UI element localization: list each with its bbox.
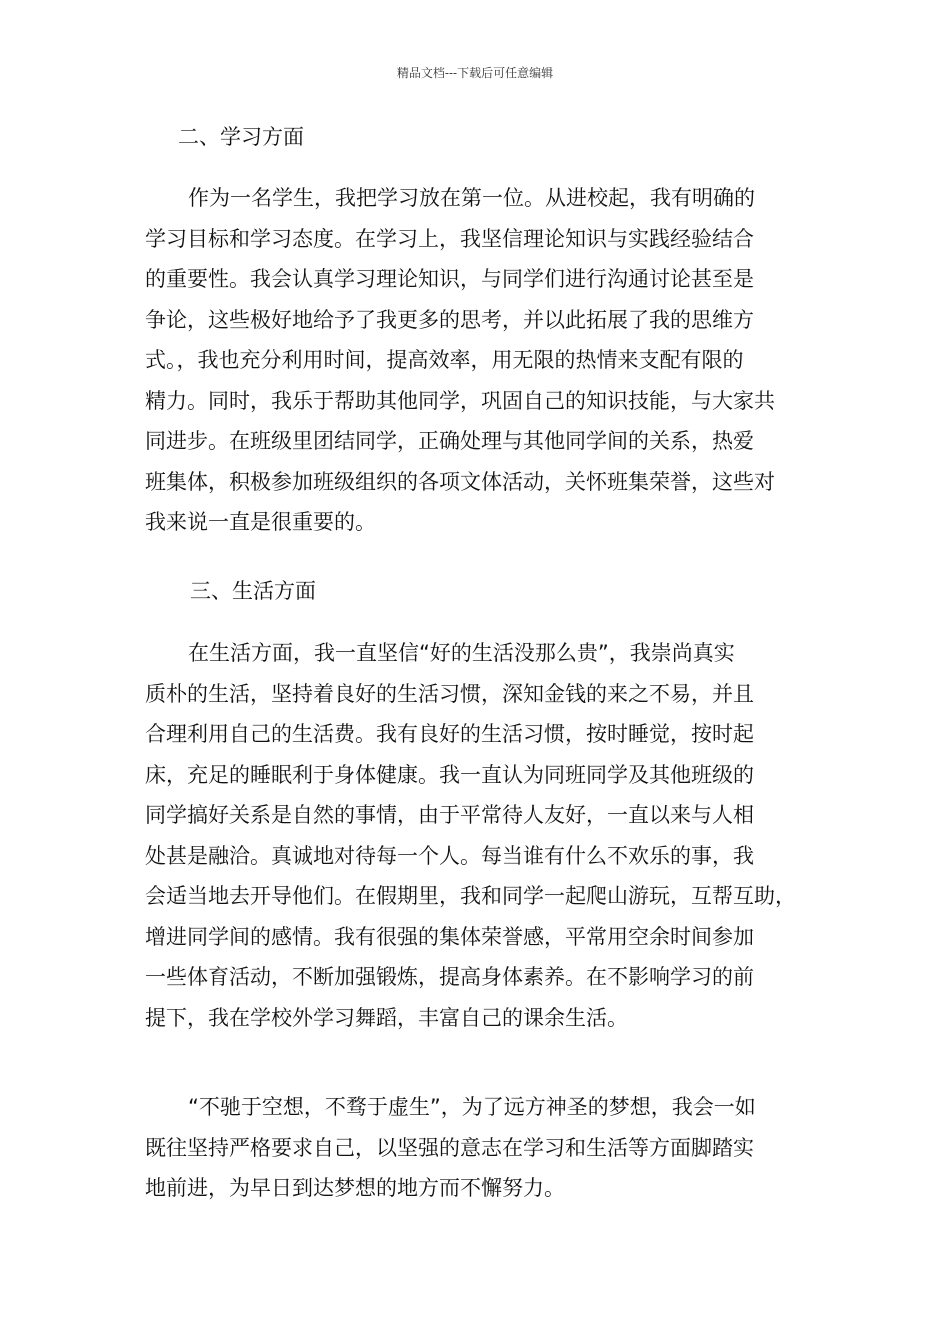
- text-line: 会适当地去开导他们。在假期里，我和同学一起爬山游玩，互帮互助，: [145, 884, 796, 908]
- text-line: 增进同学间的感情。我有很强的集体荣誉感，平常用空余时间参加: [145, 924, 754, 949]
- text-line: 学习目标和学习态度。在学习上，我坚信理论知识与实践经验结合: [145, 226, 754, 251]
- section-heading-life: 三、生活方面: [190, 579, 316, 603]
- text-line: 同进步。在班级里团结同学，正确处理与其他同学间的关系，热爱: [145, 429, 754, 453]
- text-line: 合理利用自己的生活费。我有良好的生活习惯，按时睡觉，按时起: [145, 722, 754, 746]
- text-line: 一些体育活动，不断加强锻炼，提高身体素养。在不影响学习的前: [145, 965, 754, 989]
- text-line: 我来说一直是很重要的。: [145, 510, 376, 534]
- text-line: 床，充足的睡眠利于身体健康。我一直认为同班同学及其他班级的: [145, 762, 754, 787]
- text-line: 处甚是融洽。真诚地对待每一个人。每当谁有什么不欢乐的事，我: [145, 843, 754, 868]
- section-heading-study: 二、学习方面: [178, 125, 304, 149]
- text-line: 既往坚持严格要求自己，以坚强的意志在学习和生活等方面脚踏实: [145, 1135, 754, 1160]
- paragraph-closing: [145, 1087, 825, 1209]
- text-line: 提下，我在学校外学习舞蹈，丰富自己的课余生活。: [145, 1005, 628, 1030]
- text-line: 同学搞好关系是自然的事情，由于平常待人友好，一直以来与人相: [145, 803, 754, 827]
- paragraph-life: [145, 633, 825, 1038]
- text-line: 的重要性。我会认真学习理论知识，与同学们进行沟通讨论甚至是: [145, 267, 754, 291]
- text-line: 作为一名学生，我把学习放在第一位。从进校起，我有明确的: [188, 186, 755, 210]
- text-line: 质朴的生活，坚持着良好的生活习惯，深知金钱的来之不易，并且: [145, 681, 754, 706]
- text-line: 精力。同时，我乐于帮助其他同学，巩固自己的知识技能，与大家共: [145, 388, 775, 413]
- text-line: 在生活方面，我一直坚信“好的生活没那么贵”，我崇尚真实: [188, 641, 735, 665]
- text-line: 争论，这些极好地给予了我更多的思考，并以此拓展了我的思维方: [145, 307, 754, 332]
- text-line: 地前进，为早日到达梦想的地方而不懈努力。: [145, 1176, 565, 1200]
- page-header: 精品文档---下载后可任意编辑: [396, 66, 554, 80]
- paragraph-study: [145, 178, 825, 543]
- text-line: 式。，我也充分利用时间，提高效率，用无限的热情来支配有限的: [145, 348, 744, 372]
- text-line: 班集体，积极参加班级组织的各项文体活动，关怀班集荣誉，这些对: [145, 469, 775, 494]
- text-line: “不驰于空想，不骛于虚生”，为了远方神圣的梦想，我会一如: [188, 1095, 756, 1119]
